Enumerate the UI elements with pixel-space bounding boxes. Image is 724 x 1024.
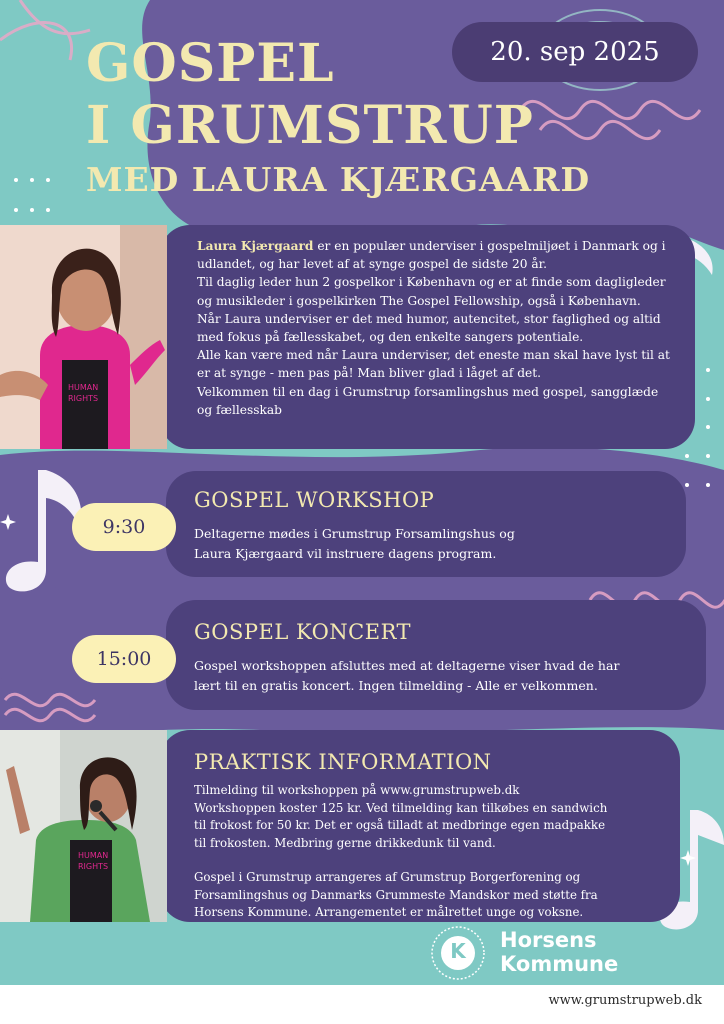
concert-line-2: lært til en gratis koncert. Ingen tilmelding - Alle er velkommen. (194, 677, 598, 693)
footer-url[interactable]: www.grumstrupweb.dk (548, 993, 702, 1008)
practical-line-3: til frokost for 50 kr. Det er også tilladt at medbringe egen madpakke (194, 818, 606, 832)
svg-text:RIGHTS: RIGHTS (68, 394, 99, 403)
horsens-logo (428, 924, 658, 982)
bio-paragraph-5: Velkommen til en dag i Grumstrup forsamlingshus med gospel, sangglæde og fællesskab (197, 384, 659, 417)
bio-intro (197, 237, 675, 273)
concert-line-1: Gospel workshoppen afsluttes med at deltagerne viser hvad de har (194, 658, 620, 673)
horsens-logo-letter: K (450, 939, 466, 963)
practical-line-5: Gospel i Grumstrup arrangeres af Grumstrup Borgerforening og (194, 870, 581, 884)
svg-text:HUMAN: HUMAN (68, 383, 99, 392)
bio-paragraph-4: Alle kan være med når Laura underviser, det eneste man skal have lyst til at er at synge - men pas på! Man bliver glad i låget af det. (197, 348, 670, 381)
bio-paragraph-3: Når Laura underviser er det med humor, autencitet, stor faglighed og altid med fokus på fællesskabet, og den enkelte sangers potentiale. (197, 311, 661, 345)
horsens-name-line-2: Kommune (500, 952, 619, 976)
laura-photo-top (0, 225, 167, 449)
concert-title: GOSPEL KONCERT (194, 620, 412, 644)
practical-title: PRAKTISK INFORMATION (194, 750, 492, 774)
bio-paragraph-2: Til daglig leder hun 2 gospelkor i København og er at finde som dagligleder og musikleder i gospelkirken The Gospel Fellowship, også i København. (197, 275, 666, 308)
bio-text (197, 237, 675, 419)
laura-photo-bottom (0, 730, 167, 922)
bio-name: Laura Kjærgaard (197, 239, 314, 253)
portrait-illustration (0, 225, 167, 449)
title-line-2: I GRUMSTRUP (86, 95, 534, 156)
workshop-body (194, 524, 664, 563)
concert-time-badge: 15:00 (72, 635, 176, 683)
horsens-name-line-1: Horsens (500, 928, 597, 952)
footer (0, 985, 724, 1024)
practical-body (194, 782, 674, 922)
date-badge: 20. sep 2025 (452, 22, 698, 82)
title-line-3: MED LAURA KJÆRGAARD (86, 160, 591, 199)
title-line-1: GOSPEL (86, 33, 335, 94)
singer-illustration (0, 730, 167, 922)
practical-line-6: Forsamlingshus og Danmarks Grummeste Mandskor med støtte fra (194, 887, 598, 902)
svg-text:RIGHTS: RIGHTS (78, 862, 109, 871)
practical-spacer (194, 852, 674, 869)
bio-intro-text: er en populær underviser i gospelmiljøet i Danmark og i udlandet, og har levet af at synge gospel de sidste 20 år. (197, 239, 666, 272)
leaf-top-left (0, 0, 90, 60)
workshop-title: GOSPEL WORKSHOP (194, 488, 435, 512)
practical-line-4: til frokosten. Medbring gerne drikkedunk til vand. (194, 835, 496, 850)
workshop-line-1: Deltagerne mødes i Grumstrup Forsamlingshus og (194, 526, 515, 541)
practical-line-7: Horsens Kommune. Arrangementet er målrettet unge og voksne. (194, 905, 584, 919)
workshop-time-badge: 9:30 (72, 503, 176, 551)
practical-line-2: Workshoppen koster 125 kr. Ved tilmelding kan tilkøbes en sandwich (194, 800, 608, 815)
practical-line-1: Tilmelding til workshoppen på www.grumstrupweb.dk (194, 783, 520, 797)
svg-text:HUMAN: HUMAN (78, 851, 109, 860)
workshop-line-2: Laura Kjærgaard vil instruere dagens program. (194, 545, 497, 561)
concert-body (194, 656, 694, 695)
